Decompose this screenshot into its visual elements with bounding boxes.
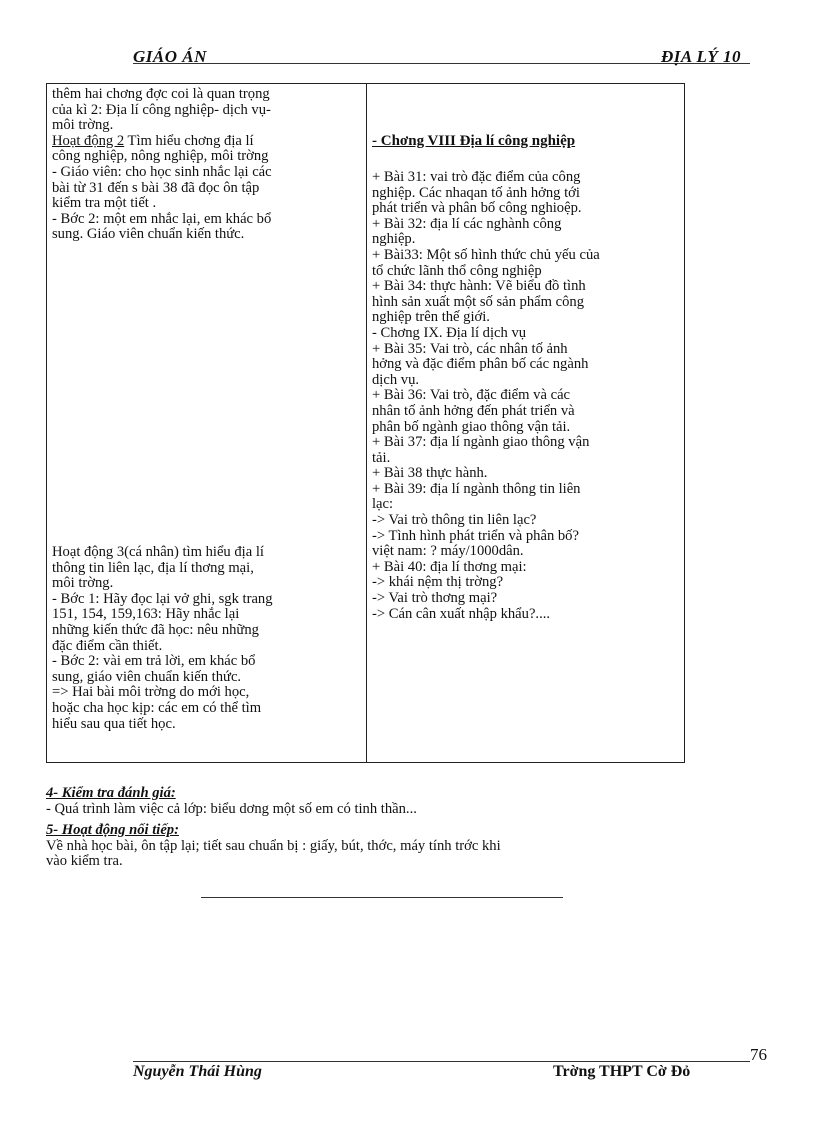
left-line: - Bớc 2: vài em trả lời, em khác bổ [52,653,256,670]
right-line: + Bài 40: địa lí thơng mại: [372,558,527,575]
page-number: 76 [750,1045,767,1064]
right-line: - Chơng IX. Địa lí dịch vụ [372,324,527,341]
left-line: Hoạt động 3(cá nhân) tìm hiểu địa lí [52,544,264,560]
right-line: hởng và đặc điểm phân bố các ngành [372,356,589,373]
right-line: tổ chức lãnh thổ công nghiệp [372,262,542,279]
right-line: + Bài 35: Vai trò, các nhân tố ảnh [372,340,568,357]
right-line: -> khái nệm thị trờng? [372,574,504,591]
right-line: -> Vai trò thông tin liên lạc? [372,512,537,529]
left-line: công nghiệp, nông nghiệp, môi trờng [52,148,269,165]
left-line: đặc điểm cần thiết. [52,637,163,654]
right-line: phân bố ngành giao thông vận tải. [372,418,571,435]
activity-2-text: Tìm hiểu chơng địa lí [124,132,254,149]
footer-school: Trờng THPT Cờ Đỏ [553,1063,691,1080]
right-line: + Bài 37: địa lí ngành giao thông vận [372,434,590,451]
right-line: tải. [372,449,391,466]
right-line: lạc: [372,496,394,513]
left-line: môi trờng. [52,117,114,134]
left-line: - Bớc 2: một em nhắc lại, em khác bổ [52,210,272,227]
table-column-divider [366,84,367,762]
header-right: ĐỊA LÝ 10 [661,47,742,66]
left-line: bài từ 31 đến s bài 38 đã đọc ôn tập [52,179,260,196]
left-line: - Bớc 1: Hãy đọc lại vở ghi, sgk trang [52,590,273,607]
right-line: -> Vai trò thơng mại? [372,590,498,607]
section-follow-up [46,823,696,870]
footer-rule [133,1061,750,1062]
left-line: của kì 2: Địa lí công nghiệp- dịch vụ- [52,101,271,118]
right-line: nghiệp trên thế giới. [372,309,490,326]
right-line: nhân tố ảnh hởng đến phát triển và [372,402,575,419]
right-line: -> Cán cân xuất nhập khẩu?.... [372,605,551,622]
right-line: + Bài 39: địa lí ngành thông tin liên [372,480,581,497]
section-5-title: 5- Hoạt động nối tiếp: [46,822,179,838]
end-rule [201,897,563,898]
right-line: + Bài 34: thực hành: Vẽ biểu đồ tình [372,278,586,295]
left-line: hiểu sau qua tiết học. [52,715,176,732]
left-line: thêm hai chơng đợc coi là quan trọng [52,86,270,102]
activity-2-label: Hoạt động 2 [52,132,125,149]
left-line: thông tin liên lạc, địa lí thơng mại, [52,559,254,576]
left-line: - Giáo viên: cho học sinh nhắc lại các [52,163,272,180]
section-4-title: 4- Kiểm tra đánh giá: [46,785,176,801]
header-rule [133,63,750,64]
right-line: nghiệp. [372,231,416,248]
left-line: sung, giáo viên chuẩn kiến thức. [52,668,242,685]
left-line: những kiến thức đã học: nêu những [52,621,259,638]
right-line: phát triển và phân bố công nghioệp. [372,200,582,217]
chapter-8-heading: - Chơng VIII Địa lí công nghiệp [372,133,576,149]
right-column-heading [372,134,682,150]
left-column-top [52,87,364,243]
section-assessment [46,786,696,817]
left-line: hoặc cha học kịp: các em có thể tìm [52,699,262,716]
right-line: -> Tình hình phát triển và phân bố? [372,527,579,544]
right-line: nghiệp. Các nhaqan tố ảnh hởng tới [372,184,580,201]
right-column-body [372,170,682,622]
left-line: => Hai bài môi trờng do mới học, [52,684,250,701]
right-line: + Bài 31: vai trò đặc điểm của công [372,169,581,185]
left-line: 151, 154, 159,163: Hãy nhắc lại [52,606,240,623]
right-line: + Bài33: Một số hình thức chủ yếu của [372,246,600,263]
footer-author: Nguyễn Thái Hùng [133,1063,262,1080]
right-line: + Bài 36: Vai trò, đặc điểm và các [372,387,571,404]
left-line: sung. Giáo viên chuẩn kiến thức. [52,226,245,243]
section-5-line: vào kiểm tra. [46,853,123,870]
right-line: + Bài 38 thực hành. [372,465,488,482]
left-line: kiểm tra một tiết . [52,195,157,212]
right-line: dịch vụ. [372,371,420,388]
section-5-line: Về nhà học bài, ôn tập lại; tiết sau chuẩn bị : giấy, bút, thớc, máy tính trớc khi [46,837,501,854]
right-line: việt nam: ? máy/1000dân. [372,543,524,560]
activity-2-heading [52,134,364,150]
right-line: + Bài 32: địa lí các nghành công [372,215,562,232]
left-column-bottom [52,545,364,732]
section-4-text: - Quá trình làm việc cả lớp: biểu dơng một số em có tinh thần... [46,800,417,817]
header-left: GIÁO ÁN [133,47,207,66]
left-line: môi trờng. [52,575,114,592]
right-line: hình sản xuất một số sản phẩm công [372,293,584,310]
